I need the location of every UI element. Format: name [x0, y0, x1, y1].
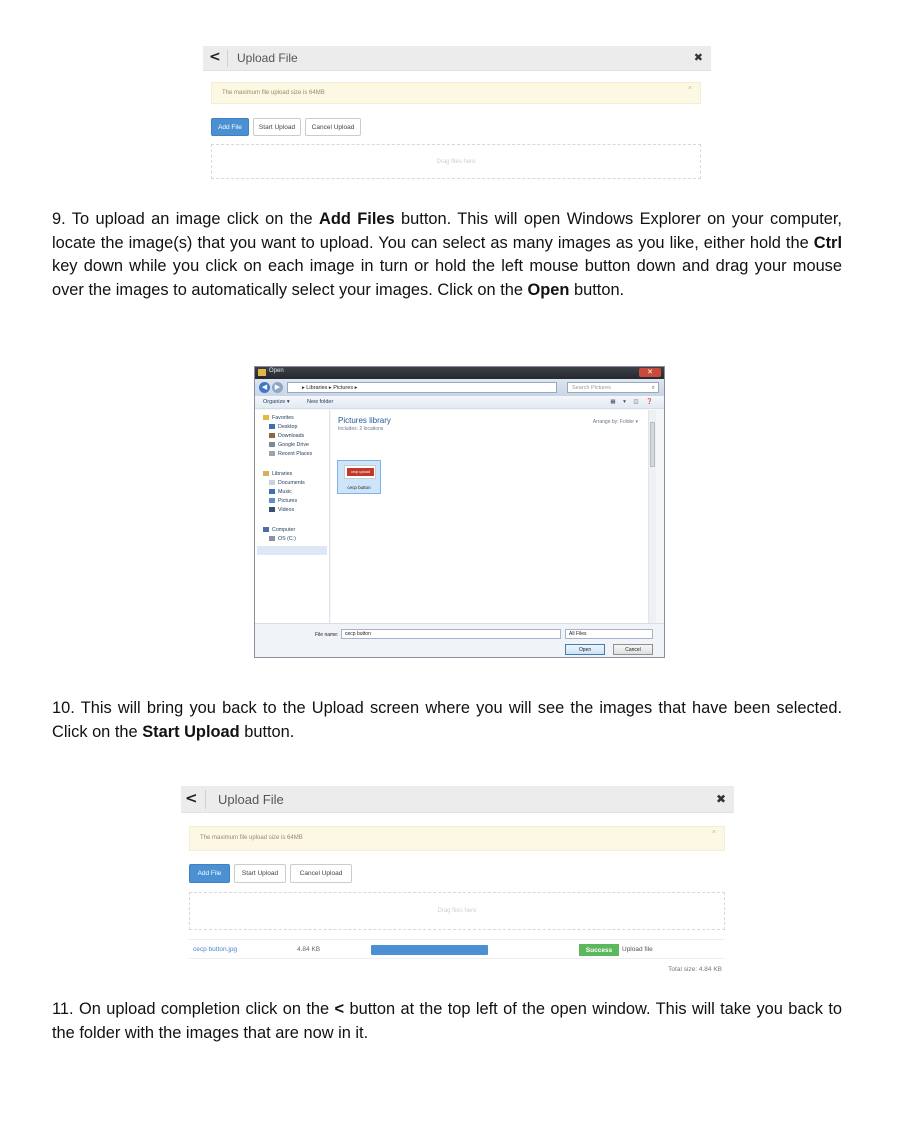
- downloads-icon: [269, 433, 275, 438]
- folder-icon: [258, 369, 266, 376]
- dialog-title: Upload File: [237, 51, 298, 65]
- desktop-icon: [269, 424, 275, 429]
- file-row: [189, 939, 725, 959]
- drop-zone[interactable]: Drag files here: [189, 892, 725, 930]
- nav-label: Computer: [272, 527, 296, 533]
- open-dialog-title: Open: [269, 368, 284, 374]
- step-9-text-1: 9. To upload an image click on the: [52, 210, 319, 228]
- libraries-icon: [263, 471, 269, 476]
- videos-icon: [269, 507, 275, 512]
- file-name-input[interactable]: cecp button: [341, 629, 561, 639]
- step-10-text-2: button.: [239, 722, 295, 741]
- nav-label: Libraries: [272, 471, 293, 477]
- nav-label: Documents: [278, 480, 305, 486]
- back-nav-button[interactable]: ◀: [259, 382, 270, 393]
- step-11-text-1: 11. On upload completion click on the: [52, 1000, 335, 1018]
- nav-label: Favorites: [272, 415, 294, 421]
- nav-label: OS (C:): [278, 536, 296, 542]
- explorer-toolbar: [255, 396, 664, 409]
- file-type-select[interactable]: All Files: [565, 629, 653, 639]
- upload-button-row: [189, 864, 352, 883]
- pictures-icon: [269, 498, 275, 503]
- nav-label: Recent Places: [278, 451, 313, 457]
- navigation-pane: [255, 410, 330, 623]
- search-pictures-input[interactable]: [567, 382, 659, 393]
- progress-track: [371, 945, 488, 955]
- window-close-button[interactable]: ✕: [639, 368, 661, 377]
- nav-label: Music: [278, 489, 292, 495]
- open-button[interactable]: Open: [565, 644, 605, 655]
- success-badge: Success: [579, 944, 619, 956]
- add-file-button[interactable]: Add File: [189, 864, 230, 883]
- back-button[interactable]: <: [209, 49, 221, 65]
- nav-music[interactable]: [269, 488, 292, 496]
- add-file-button[interactable]: Add File: [211, 118, 249, 136]
- close-button[interactable]: ✖: [693, 51, 703, 64]
- open-dialog-footer: [255, 623, 664, 658]
- max-size-alert: [189, 826, 725, 851]
- nav-google-drive[interactable]: [269, 441, 309, 449]
- nav-recent-places[interactable]: [269, 450, 312, 458]
- cancel-upload-button[interactable]: Cancel Upload: [305, 118, 361, 136]
- nav-computer[interactable]: [263, 526, 295, 534]
- nav-label: Pictures: [278, 498, 298, 504]
- step-9-bold-add-files: Add Files: [318, 210, 395, 228]
- star-icon: [263, 415, 269, 420]
- cancel-upload-button[interactable]: Cancel Upload: [290, 864, 352, 883]
- nav-documents[interactable]: [269, 479, 305, 487]
- library-includes[interactable]: Includes: 2 locations: [338, 426, 384, 432]
- alert-close-icon[interactable]: ×: [687, 85, 692, 92]
- nav-label: Videos: [278, 507, 295, 513]
- nav-label: Downloads: [278, 433, 305, 439]
- alert-text: The maximum file upload size is 64MB: [222, 90, 325, 96]
- header-divider: [205, 790, 206, 809]
- nav-videos[interactable]: [269, 506, 294, 514]
- progress-bar: [371, 945, 488, 955]
- thumbnail-image-text: cecp upload: [347, 468, 374, 476]
- nav-selection-highlight: [257, 546, 327, 555]
- arrange-by-menu[interactable]: Arrange by: Folder ▾: [592, 419, 638, 425]
- cancel-button[interactable]: Cancel: [613, 644, 653, 655]
- total-size: Total size: 4.84 KB: [668, 966, 722, 973]
- computer-icon: [263, 527, 269, 532]
- image-thumbnail: [344, 465, 376, 479]
- music-icon: [269, 489, 275, 494]
- start-upload-button[interactable]: Start Upload: [253, 118, 301, 136]
- step-9-text-3: key down while you click on each image in turn or hold the left mouse button down and drag your mouse over the images to automatically select your images. Click on the: [52, 257, 842, 299]
- file-thumbnail-cecp-button[interactable]: [337, 460, 381, 494]
- upload-dialog-screenshot-2: [181, 786, 734, 982]
- step-11-bold-back: <: [334, 1000, 345, 1018]
- nav-libraries[interactable]: [263, 470, 292, 478]
- drive-c-icon: [269, 536, 275, 541]
- step-9-bold-open: Open: [527, 280, 570, 299]
- file-size: 4.84 KB: [297, 946, 321, 953]
- nav-label: Google Drive: [278, 442, 309, 448]
- nav-label: Desktop: [278, 424, 298, 430]
- step-9-text-4: button.: [569, 280, 625, 299]
- upload-dialog-screenshot-1: [203, 46, 711, 182]
- step-11-instructions: [52, 998, 842, 1045]
- step-10-instructions: [52, 697, 842, 744]
- new-folder-button[interactable]: New folder: [307, 399, 334, 405]
- step-9-text-2: button. This will open Windows Explorer on your computer, locate the image(s) that you want to upload. You can select as many images as you like, either hold the: [52, 210, 842, 252]
- nav-desktop[interactable]: [269, 423, 297, 431]
- search-icon[interactable]: ⌕: [651, 385, 655, 391]
- file-name-label: File name:: [315, 632, 339, 638]
- drive-icon: [269, 442, 275, 447]
- alert-close-icon[interactable]: ×: [711, 829, 716, 836]
- header-divider: [227, 50, 228, 67]
- step-11-text-2: button at the top left of the open window. This will take you back to the folder with the images that are now in it.: [52, 1000, 842, 1042]
- address-bar-row: [255, 379, 664, 396]
- step-9-bold-ctrl: Ctrl: [813, 233, 842, 252]
- step-10-bold-start-upload: Start Upload: [142, 722, 240, 741]
- library-title: Pictures library: [338, 416, 391, 425]
- file-list-pane: [331, 410, 656, 623]
- dialog-title: Upload File: [218, 792, 284, 807]
- nav-favorites[interactable]: [263, 414, 294, 422]
- search-placeholder: Search Pictures: [572, 385, 611, 391]
- documents-icon: [269, 480, 275, 485]
- windows-open-dialog-screenshot: [254, 366, 665, 658]
- step-10-text-1: 10. This will bring you back to the Upload screen where you will see the images that have been selected. Click on the: [52, 699, 842, 741]
- forward-nav-button[interactable]: ▶: [272, 382, 283, 393]
- step-9-instructions: [52, 208, 842, 302]
- open-dialog-titlebar: [255, 367, 664, 379]
- dialog-header: [203, 46, 711, 71]
- back-button[interactable]: <: [185, 789, 198, 807]
- scrollbar-thumb[interactable]: [650, 422, 655, 467]
- upload-button-row: [211, 118, 361, 136]
- close-button[interactable]: ✖: [715, 792, 726, 806]
- nav-downloads[interactable]: [269, 432, 304, 440]
- nav-os-drive[interactable]: [269, 535, 296, 543]
- nav-pictures[interactable]: [269, 497, 297, 505]
- vertical-scrollbar[interactable]: [648, 410, 656, 623]
- drop-zone[interactable]: Drag files here: [211, 144, 701, 179]
- recent-places-icon: [269, 451, 275, 456]
- view-options-icons[interactable]: ▦ ▾ ◫ ❓: [610, 399, 656, 405]
- upload-file-status-text: Upload file: [622, 946, 653, 953]
- address-bar[interactable]: ▸ Libraries ▸ Pictures ▸: [287, 382, 557, 393]
- start-upload-button[interactable]: Start Upload: [234, 864, 286, 883]
- organize-menu[interactable]: Organize ▾: [263, 399, 290, 405]
- max-size-alert: [211, 82, 701, 104]
- file-name: cecp button.jpg: [193, 946, 238, 953]
- alert-text: The maximum file upload size is 64MB: [200, 835, 303, 841]
- dialog-header: [181, 786, 734, 813]
- thumbnail-label: cecp button: [347, 485, 371, 490]
